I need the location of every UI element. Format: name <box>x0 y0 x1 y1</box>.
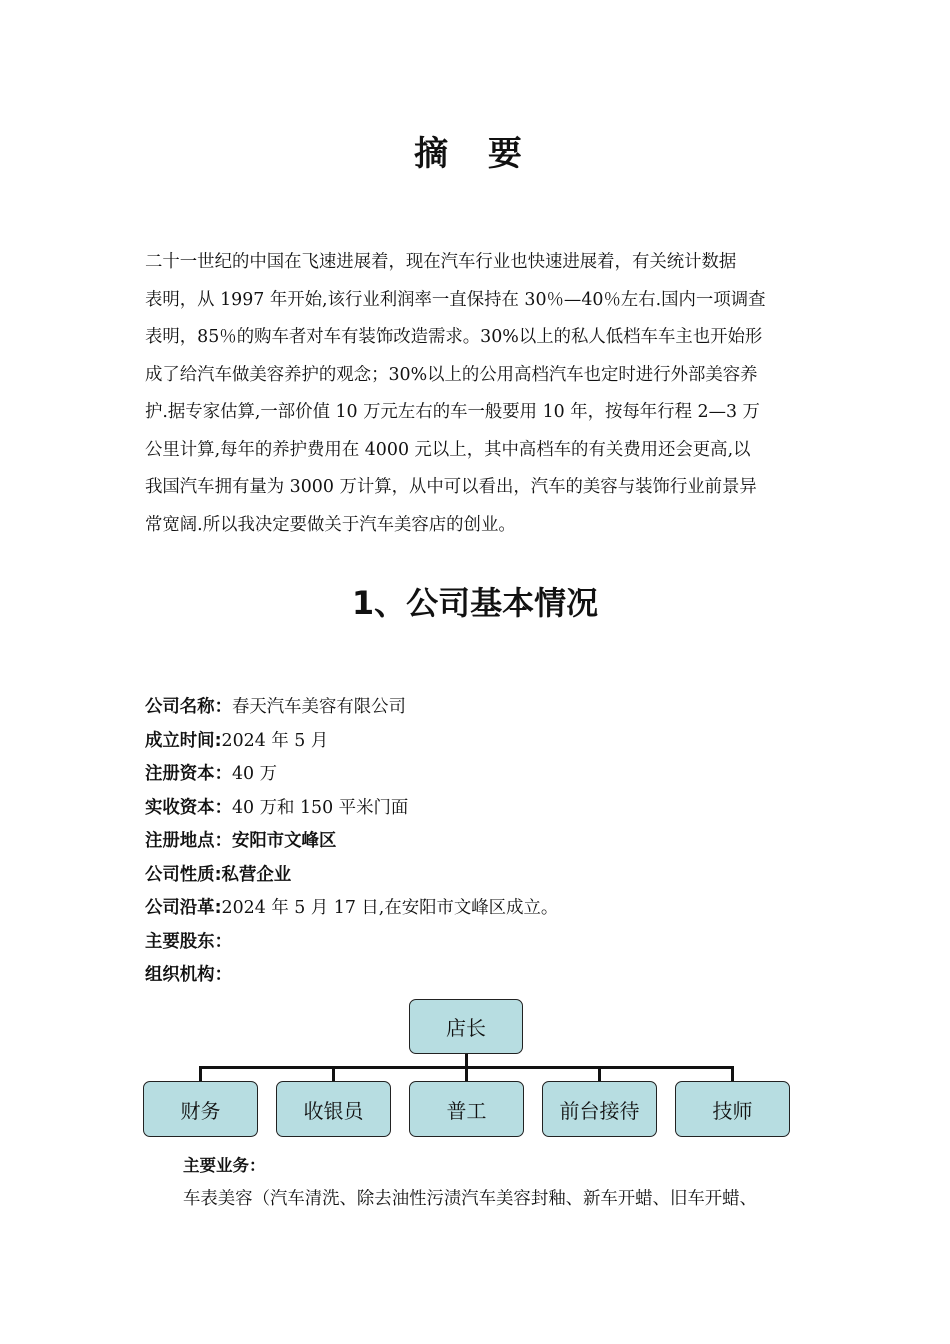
info-separator: : <box>214 730 222 751</box>
info-separator: ： <box>214 797 232 818</box>
business-text: 车表美容（汽车清洗、除去油性污渍汽车美容封釉、新车开蜡、旧车开蜡、 <box>183 1189 757 1209</box>
org-connector-child <box>199 1066 202 1082</box>
abstract-line: 成了给汽车做美容养护的观念；30%以上的公用高档汽车也定时进行外部美容养 <box>145 364 758 385</box>
abstract-line: 二十一世纪的中国在飞速进展着，现在汽车行业也快速进展着，有关统计数据 <box>145 252 737 272</box>
org-connector-root <box>465 1053 468 1067</box>
info-founded <box>145 725 845 759</box>
info-separator: ： <box>214 697 232 717</box>
abstract-paragraph <box>145 244 805 544</box>
info-label: 主要股东 <box>145 931 215 952</box>
org-node-finance: 财务 <box>143 1081 258 1137</box>
info-label: 注册地点 <box>145 831 215 851</box>
org-connector-child <box>731 1066 734 1082</box>
info-separator: ： <box>214 931 232 952</box>
info-organization <box>145 959 845 993</box>
info-registered-capital <box>145 758 845 792</box>
org-node-worker: 普工 <box>409 1081 524 1137</box>
info-label: 公司名称 <box>145 697 215 717</box>
abstract-title: 摘 要 <box>414 134 536 174</box>
org-node-reception: 前台接待 <box>542 1081 657 1137</box>
abstract-line: 我国汽车拥有量为 3000 万计算，从中可以看出，汽车的美容与装饰行业前景异 <box>145 477 757 497</box>
info-value: 40 万 <box>231 764 278 784</box>
org-node-technician: 技师 <box>675 1081 790 1137</box>
org-node-manager: 店长 <box>409 999 523 1054</box>
info-value: 安阳市文峰区 <box>231 831 337 851</box>
info-label: 注册资本 <box>145 764 215 784</box>
info-separator: ： <box>214 764 232 784</box>
info-separator: ： <box>214 965 232 985</box>
info-value: 2024 年 5 月 <box>221 730 329 751</box>
info-separator: ： <box>214 831 232 851</box>
info-label: 组织机构 <box>145 965 215 985</box>
info-company-type <box>145 859 845 893</box>
info-shareholders <box>145 926 845 960</box>
info-paid-capital <box>145 792 845 826</box>
info-value: 春天汽车美容有限公司 <box>231 697 406 717</box>
info-registered-location <box>145 825 845 859</box>
info-company-name <box>145 691 845 725</box>
info-history <box>145 892 845 926</box>
org-connector-child <box>598 1066 601 1082</box>
info-label: 公司性质 <box>145 864 215 885</box>
info-separator: : <box>214 864 222 885</box>
info-label: 成立时间 <box>145 730 215 751</box>
abstract-line: 常宽阔.所以我决定要做关于汽车美容店的创业。 <box>145 514 516 535</box>
info-value: 2024 年 5 月 17 日,在安阳市文峰区成立。 <box>221 898 559 918</box>
section-title: 1、公司基本情况 <box>351 584 599 622</box>
abstract-line: 护.据专家估算,一部价值 10 万元左右的车一般要用 10 年，按每年行程 2—3 万 <box>145 402 760 422</box>
info-separator: : <box>214 898 222 918</box>
business-heading: 主要业务： <box>183 1156 266 1175</box>
info-label: 实收资本 <box>145 797 215 818</box>
company-info-list <box>145 691 845 993</box>
org-connector-child <box>332 1066 335 1082</box>
info-value: 私营企业 <box>221 864 292 885</box>
info-value: 40 万和 150 平米门面 <box>231 797 409 818</box>
abstract-line: 表明，从 1997 年开始,该行业利润率一直保持在 30％—40％左右.国内一项调查 <box>145 289 766 310</box>
abstract-line: 公里计算,每年的养护费用在 4000 元以上，其中高档车的有关费用还会更高,以 <box>145 439 751 460</box>
abstract-line: 表明，85％的购车者对车有装饰改造需求。30%以上的私人低档车车主也开始形 <box>145 327 763 347</box>
org-connector-child <box>465 1066 468 1082</box>
info-label: 公司沿革 <box>145 898 215 918</box>
org-node-cashier: 收银员 <box>276 1081 391 1137</box>
org-connector-bar <box>199 1066 734 1069</box>
